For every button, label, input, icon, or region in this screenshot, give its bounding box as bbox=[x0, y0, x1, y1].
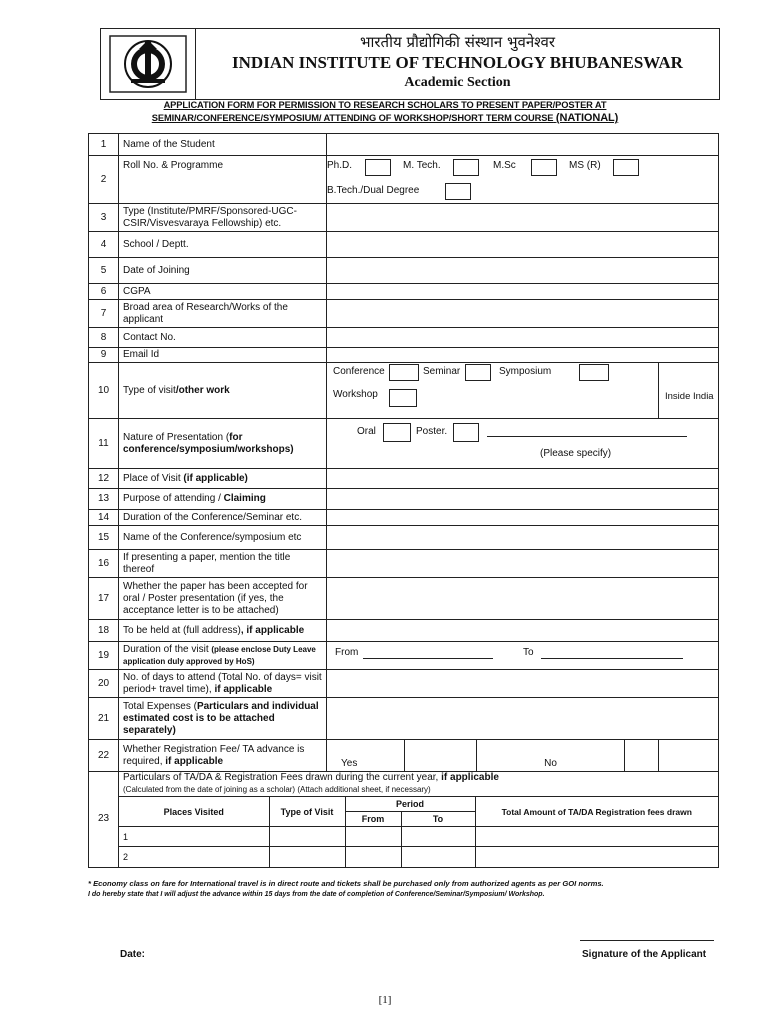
row-number: 22 bbox=[89, 740, 119, 772]
tada-label: Particulars of TA/DA & Registration Fees drawn during the current year, bbox=[123, 772, 442, 783]
form-title-line1: APPLICATION FORM FOR PERMISSION TO RESEARCH SCHOLARS TO PRESENT PAPER/POSTER AT bbox=[163, 100, 607, 110]
table-row bbox=[89, 363, 719, 419]
field-label bbox=[119, 740, 327, 772]
header-text bbox=[196, 29, 719, 99]
row-number: 3 bbox=[89, 204, 119, 232]
field-label bbox=[119, 489, 327, 510]
tada-table bbox=[119, 796, 718, 867]
table-row bbox=[89, 578, 719, 620]
purpose-label-bold: Claiming bbox=[223, 493, 266, 504]
tada-label-bold: if applicable bbox=[441, 772, 499, 783]
workshop-checkbox[interactable] bbox=[389, 389, 417, 407]
field-label: Type (Institute/PMRF/Sponsored-UGC-CSIR/Visvesvaraya Fellowship) etc. bbox=[119, 204, 327, 232]
email-field[interactable] bbox=[327, 348, 719, 363]
table-row bbox=[89, 328, 719, 348]
presentation-label-bold: for conference/symposium/workshops) bbox=[123, 431, 294, 455]
purpose-field[interactable] bbox=[327, 489, 719, 510]
form-title-text: SEMINAR/CONFERENCE/SYMPOSIUM/ ATTENDING OF WORKSHOP/SHORT TERM COURSE bbox=[151, 113, 554, 123]
form-title-line2 bbox=[0, 112, 770, 124]
cgpa-field[interactable] bbox=[327, 284, 719, 300]
row-number: 17 bbox=[89, 578, 119, 620]
oral-checkbox[interactable] bbox=[383, 423, 411, 442]
table-row bbox=[89, 156, 719, 204]
advance-label: Whether Registration Fee/ TA advance is required, bbox=[123, 743, 305, 767]
to-date-field[interactable] bbox=[541, 647, 683, 659]
inside-india-cell bbox=[659, 363, 719, 419]
visit-duration-label: Duration of the visit bbox=[123, 643, 212, 655]
table-row bbox=[89, 489, 719, 510]
visit-type-label-bold: /other work bbox=[175, 384, 230, 396]
presentation-label: Nature of Presentation ( bbox=[123, 431, 230, 443]
tada-cell[interactable] bbox=[475, 847, 718, 867]
purpose-label: Purpose of attending / bbox=[123, 493, 224, 504]
row-number: 5 bbox=[89, 258, 119, 284]
row-number: 15 bbox=[89, 526, 119, 550]
advance-label-bold: if applicable bbox=[165, 755, 224, 767]
tada-cell[interactable] bbox=[475, 827, 718, 847]
visit-duration-fields bbox=[327, 642, 719, 670]
specify-line[interactable] bbox=[487, 436, 687, 437]
field-label bbox=[119, 698, 327, 740]
row-number: 7 bbox=[89, 300, 119, 328]
application-form-table bbox=[88, 133, 719, 868]
table-row bbox=[89, 550, 719, 578]
row-number: 13 bbox=[89, 489, 119, 510]
place-label: Place of Visit bbox=[123, 472, 184, 484]
table-row bbox=[89, 469, 719, 489]
row-number: 1 bbox=[89, 134, 119, 156]
header-box bbox=[100, 28, 720, 100]
mtech-label: M. Tech. bbox=[403, 160, 441, 171]
table-row bbox=[89, 510, 719, 526]
to-label: To bbox=[523, 646, 534, 658]
workshop-label: Workshop bbox=[333, 389, 378, 400]
row-number: 19 bbox=[89, 642, 119, 670]
conference-checkbox[interactable] bbox=[389, 364, 419, 381]
symposium-checkbox[interactable] bbox=[579, 364, 609, 381]
advance-blank-cell bbox=[659, 740, 719, 772]
table-row bbox=[89, 204, 719, 232]
yes-checkbox[interactable] bbox=[405, 740, 477, 772]
field-label: Duration of the Conference/Seminar etc. bbox=[119, 510, 327, 526]
msc-checkbox[interactable] bbox=[531, 159, 557, 176]
field-label bbox=[119, 419, 327, 469]
page-number: [1] bbox=[378, 994, 392, 1006]
expenses-field[interactable] bbox=[327, 698, 719, 740]
field-label: Whether the paper has been accepted for oral / Poster presentation (if yes, the acceptance letter is to be attached) bbox=[119, 578, 327, 620]
seminar-checkbox[interactable] bbox=[465, 364, 491, 381]
tada-cell[interactable] bbox=[269, 827, 345, 847]
field-label: CGPA bbox=[119, 284, 327, 300]
btech-checkbox[interactable] bbox=[445, 183, 471, 200]
yes-label: Yes bbox=[327, 740, 405, 772]
declaration-note: I do hereby state that I will adjust the advance within 15 days from the date of completion of Conference/Seminar/Symposium/ Workshop. bbox=[88, 891, 545, 898]
row-number: 4 bbox=[89, 232, 119, 258]
table-row bbox=[89, 772, 719, 868]
table-row bbox=[89, 740, 719, 772]
logo-box bbox=[101, 29, 196, 99]
date-label: Date: bbox=[120, 949, 146, 960]
table-row bbox=[89, 134, 719, 156]
field-label: Date of Joining bbox=[119, 258, 327, 284]
table-row bbox=[89, 348, 719, 363]
field-label: Name of the Student bbox=[119, 134, 327, 156]
tada-cell[interactable] bbox=[401, 827, 475, 847]
economy-note: * Economy class on fare for International travel is in direct route and tickets shall be purchased only from authorized agents as per GOI norms. bbox=[88, 879, 604, 888]
msr-checkbox[interactable] bbox=[613, 159, 639, 176]
tada-cell[interactable] bbox=[269, 847, 345, 867]
paper-accepted-field[interactable] bbox=[327, 578, 719, 620]
from-date-field[interactable] bbox=[363, 647, 493, 659]
institute-name: INDIAN INSTITUTE OF TECHNOLOGY BHUBANESWAR bbox=[232, 53, 683, 72]
no-checkbox[interactable] bbox=[625, 740, 659, 772]
inside-india-label: Inside India bbox=[665, 390, 714, 402]
field-label bbox=[119, 469, 327, 489]
department-field[interactable] bbox=[327, 232, 719, 258]
section-name: Academic Section bbox=[404, 75, 511, 90]
fellowship-type-field[interactable] bbox=[327, 204, 719, 232]
poster-label: Poster. bbox=[416, 426, 448, 437]
msr-label: MS (R) bbox=[569, 160, 601, 171]
tada-row-number: 2 bbox=[119, 847, 269, 867]
col-type-of-visit: Type of Visit bbox=[269, 797, 345, 827]
field-label: Contact No. bbox=[119, 328, 327, 348]
form-title-tag: (NATIONAL) bbox=[555, 112, 619, 124]
student-name-field[interactable] bbox=[327, 134, 719, 156]
field-label bbox=[119, 670, 327, 698]
field-label: If presenting a paper, mention the title thereof bbox=[119, 550, 327, 578]
signature-label: Signature of the Applicant bbox=[582, 949, 707, 960]
msc-label: M.Sc bbox=[493, 160, 516, 171]
field-label: Name of the Conference/symposium etc bbox=[119, 526, 327, 550]
specify-label: (Please specify) bbox=[540, 448, 612, 459]
row-number: 6 bbox=[89, 284, 119, 300]
address-field[interactable] bbox=[327, 620, 719, 642]
no-label: No bbox=[477, 740, 625, 772]
signature-line[interactable] bbox=[580, 940, 714, 941]
table-row bbox=[89, 300, 719, 328]
field-label bbox=[119, 620, 327, 642]
row-number: 10 bbox=[89, 363, 119, 419]
days-label-bold: if applicable bbox=[214, 683, 273, 695]
contact-field[interactable] bbox=[327, 328, 719, 348]
seminar-label: Seminar bbox=[423, 366, 461, 377]
row-number: 18 bbox=[89, 620, 119, 642]
institute-hindi-name: भारतीय प्रौद्योगिकी संस्थान भुवनेश्वर bbox=[359, 33, 556, 51]
visit-duration-label-bold: (please enclose Duty Leave application duly approved by HoS) bbox=[123, 644, 316, 666]
place-field[interactable] bbox=[327, 469, 719, 489]
phd-checkbox[interactable] bbox=[365, 159, 391, 176]
col-total-amount: Total Amount of TA/DA Registration fees drawn bbox=[475, 797, 718, 827]
row-number: 9 bbox=[89, 348, 119, 363]
conference-label: Conference bbox=[333, 366, 385, 377]
row-number: 2 bbox=[89, 156, 119, 204]
tada-heading bbox=[119, 772, 718, 796]
conference-name-field[interactable] bbox=[327, 526, 719, 550]
table-row bbox=[89, 620, 719, 642]
table-row bbox=[89, 419, 719, 469]
row-number: 16 bbox=[89, 550, 119, 578]
col-period: Period bbox=[345, 797, 475, 812]
tada-subtext: (Calculated from the date of joining as a scholar) (Attach additional sheet, if necessary) bbox=[123, 785, 431, 794]
row-number: 21 bbox=[89, 698, 119, 740]
expenses-label: Total Expenses ( bbox=[123, 700, 197, 712]
expenses-label-bold: Particulars and individual estimated cost is to be attached separately) bbox=[123, 700, 319, 736]
mtech-checkbox[interactable] bbox=[453, 159, 479, 176]
oral-label: Oral bbox=[357, 426, 376, 437]
table-row bbox=[89, 232, 719, 258]
programme-options bbox=[327, 156, 719, 204]
from-label: From bbox=[335, 646, 359, 658]
table-row bbox=[89, 642, 719, 670]
conference-duration-field[interactable] bbox=[327, 510, 719, 526]
institute-logo-icon bbox=[109, 35, 187, 93]
phd-label: Ph.D. bbox=[327, 160, 353, 171]
table-row bbox=[89, 526, 719, 550]
poster-checkbox[interactable] bbox=[453, 423, 479, 442]
tada-cell[interactable] bbox=[345, 827, 401, 847]
address-label: To be held at (full address) bbox=[123, 624, 241, 636]
field-label bbox=[119, 363, 327, 419]
table-row bbox=[89, 284, 719, 300]
tada-cell[interactable] bbox=[345, 847, 401, 867]
btech-label: B.Tech./Dual Degree bbox=[327, 185, 420, 196]
field-label: Email Id bbox=[119, 348, 327, 363]
tada-cell[interactable] bbox=[401, 847, 475, 867]
address-label-bold: , if applicable bbox=[240, 624, 305, 636]
table-row bbox=[89, 698, 719, 740]
visit-type-options bbox=[327, 363, 659, 419]
row-number: 12 bbox=[89, 469, 119, 489]
col-places-visited: Places Visited bbox=[119, 797, 269, 827]
days-field[interactable] bbox=[327, 670, 719, 698]
row-number: 8 bbox=[89, 328, 119, 348]
research-area-field[interactable] bbox=[327, 300, 719, 328]
symposium-label: Symposium bbox=[499, 366, 552, 377]
field-label: Roll No. & Programme bbox=[119, 156, 327, 204]
joining-date-field[interactable] bbox=[327, 258, 719, 284]
row-number: 20 bbox=[89, 670, 119, 698]
field-label bbox=[119, 642, 327, 670]
table-row bbox=[89, 670, 719, 698]
row-number: 11 bbox=[89, 419, 119, 469]
col-to: To bbox=[401, 812, 475, 827]
col-from: From bbox=[345, 812, 401, 827]
row-number: 14 bbox=[89, 510, 119, 526]
tada-row-number: 1 bbox=[119, 827, 269, 847]
row-number: 23 bbox=[89, 772, 119, 868]
field-label: Broad area of Research/Works of the applicant bbox=[119, 300, 327, 328]
place-label-bold: (if applicable) bbox=[183, 472, 248, 484]
days-label: No. of days to attend (Total No. of days= visit period+ travel time), bbox=[123, 671, 322, 695]
presentation-options bbox=[327, 419, 719, 469]
visit-type-label: Type of visit bbox=[123, 384, 176, 396]
tada-section bbox=[119, 772, 719, 868]
field-label: School / Deptt. bbox=[119, 232, 327, 258]
table-row bbox=[89, 258, 719, 284]
paper-title-field[interactable] bbox=[327, 550, 719, 578]
